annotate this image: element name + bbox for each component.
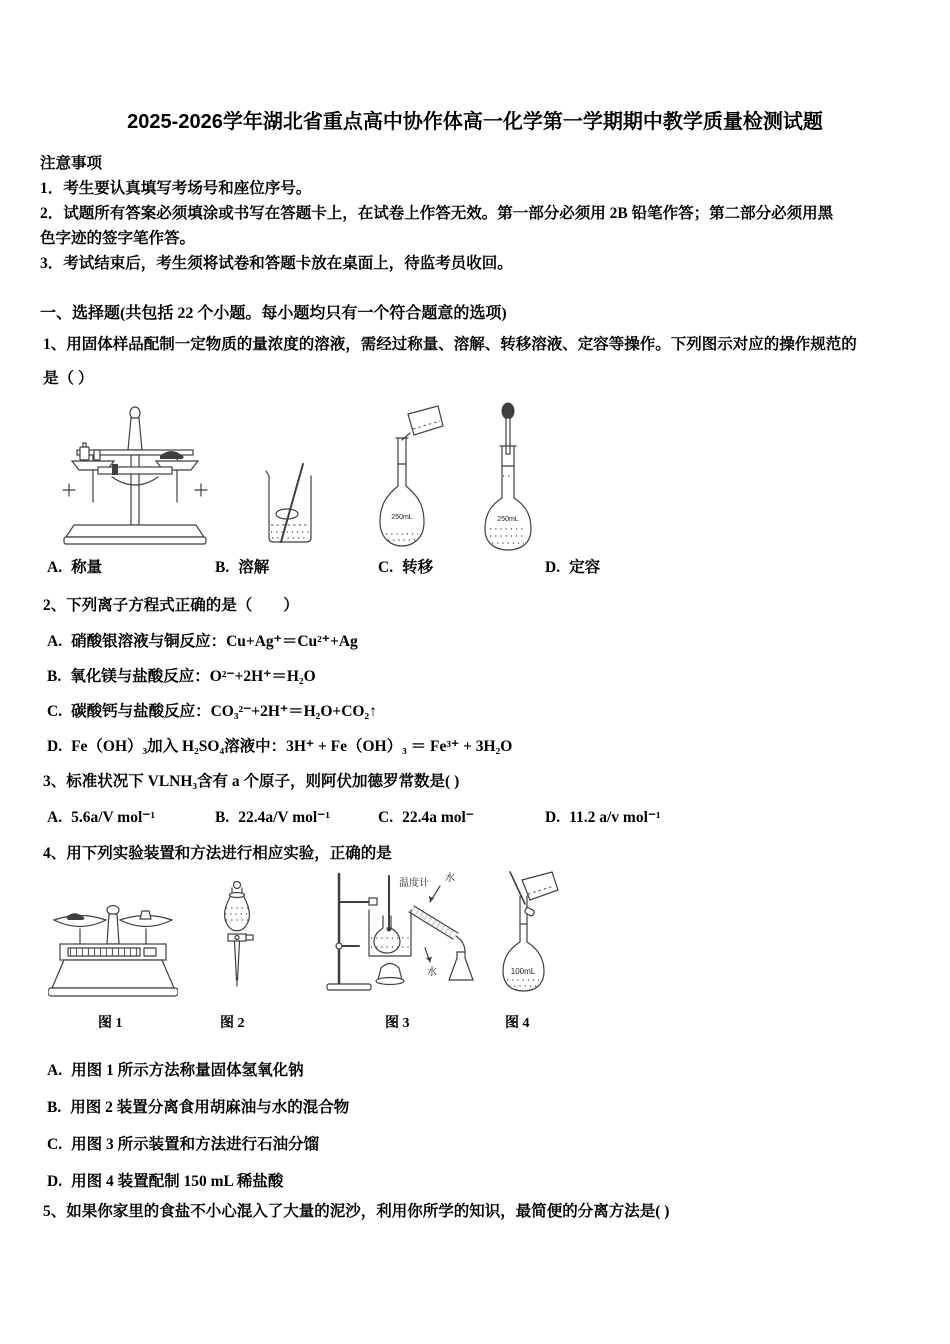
notice-section (40, 152, 910, 276)
option-b: B. 用图 2 装置分离食用胡麻油与水的混合物 (47, 1099, 350, 1116)
option-a: A. 称量 (47, 559, 103, 576)
question-4-options (40, 1052, 910, 1200)
figure-4-caption: 图 4 (505, 1016, 530, 1031)
flask-volume-label: 100mL (510, 967, 536, 976)
water-in-label: 水 (445, 873, 455, 884)
option-b: B. 氧化镁与盐酸反应：O²⁻+2H⁺＝H₂O (47, 668, 316, 685)
option-c: C. 碳酸钙与盐酸反应：CO₃²⁻+2H⁺＝H₂O+CO₂↑ (47, 703, 377, 720)
option-a: A. 用图 1 所示方法称量固体氢氧化钠 (47, 1062, 304, 1079)
page-content (40, 0, 910, 1224)
option-b: B. 溶解 (215, 559, 270, 576)
separating-funnel-figure (220, 880, 256, 992)
section-heading: 一、选择题(共包括 22 个小题。每小题均只有一个符合题意的选项) (40, 305, 507, 322)
distillation-figure (325, 868, 475, 998)
option-c: C. 22.4a mol⁻ (378, 809, 474, 826)
question-2-stem: 2、下列离子方程式正确的是（ ） (43, 597, 299, 614)
question-1-stem-cont: 是（ ） (43, 370, 94, 387)
question-4-figures (40, 868, 910, 1030)
notice-item-2-cont: 色字迹的签字笔作答。 (40, 230, 196, 247)
figure-3-caption: 图 3 (385, 1016, 410, 1031)
flask-volume-label: 250mL (497, 516, 519, 523)
transfer-figure (368, 402, 444, 550)
water-out-label: 水 (427, 967, 437, 978)
volumetric-flask-100ml-figure (492, 870, 568, 998)
figure-2-caption: 图 2 (220, 1016, 245, 1031)
option-d: D. 定容 (545, 559, 601, 576)
question-3-stem: 3、标准状况下 VLNH₃含有 a 个原子，则阿伏加德罗常数是( ) (43, 773, 460, 790)
volumetric-flask-dropper-figure (478, 402, 538, 554)
question-4-stem: 4、用下列实验装置和方法进行相应实验，正确的是 (43, 845, 392, 862)
question-3-options (40, 806, 910, 830)
flask-volume-label: 250mL (391, 514, 413, 521)
page-title: 2025-2026学年湖北省重点高中协作体高一化学第一学期期中教学质量检测试题 (127, 111, 823, 133)
option-a: A. 硝酸银溶液与铜反应：Cu+Ag⁺＝Cu²⁺+Ag (47, 633, 358, 650)
balance-figure (60, 404, 210, 547)
question-5-stem: 5、如果你家里的食盐不小心混入了大量的泥沙，利用你所学的知识，最简便的分离方法是( ) (43, 1203, 670, 1220)
option-d: D. 11.2 a/v mol⁻¹ (545, 809, 661, 826)
option-c: C. 转移 (378, 559, 434, 576)
option-d: D. Fe（OH）₃加入 H₂SO₄溶液中：3H⁺ + Fe（OH）₃ ＝ Fe³⁺ + 3H₂O (47, 738, 513, 755)
figure-1-caption: 图 1 (98, 1016, 123, 1031)
option-d: D. 用图 4 装置配制 150 mL 稀盐酸 (47, 1173, 284, 1190)
question-1-figures (40, 402, 910, 552)
notice-item-2: 2．试题所有答案必须填涂或书写在答题卡上，在试卷上作答无效。第一部分必须用 2B 铅笔作答；第二部分必须用黑 (40, 205, 834, 222)
question-2-options (40, 624, 910, 764)
platform-balance-figure (48, 902, 178, 1004)
question-1-stem: 1、用固体样品配制一定物质的量浓度的溶液，需经过称量、溶解、转移溶液、定容等操作。下列图示对应的操作规范的 (43, 336, 857, 353)
notice-item-3: 3．考试结束后，考生须将试卷和答题卡放在桌面上，待监考员收回。 (40, 255, 513, 272)
option-b: B. 22.4a/V mol⁻¹ (215, 809, 330, 826)
notice-item-1: 1．考生要认真填写考场号和座位序号。 (40, 180, 312, 197)
beaker-figure (265, 462, 315, 546)
notice-heading: 注意事项 (40, 155, 103, 172)
option-c: C. 用图 3 所示装置和方法进行石油分馏 (47, 1136, 320, 1153)
question-1-options (40, 556, 910, 580)
thermometer-label: 温度计 (399, 878, 429, 889)
option-a: A. 5.6a/V mol⁻¹ (47, 809, 156, 826)
